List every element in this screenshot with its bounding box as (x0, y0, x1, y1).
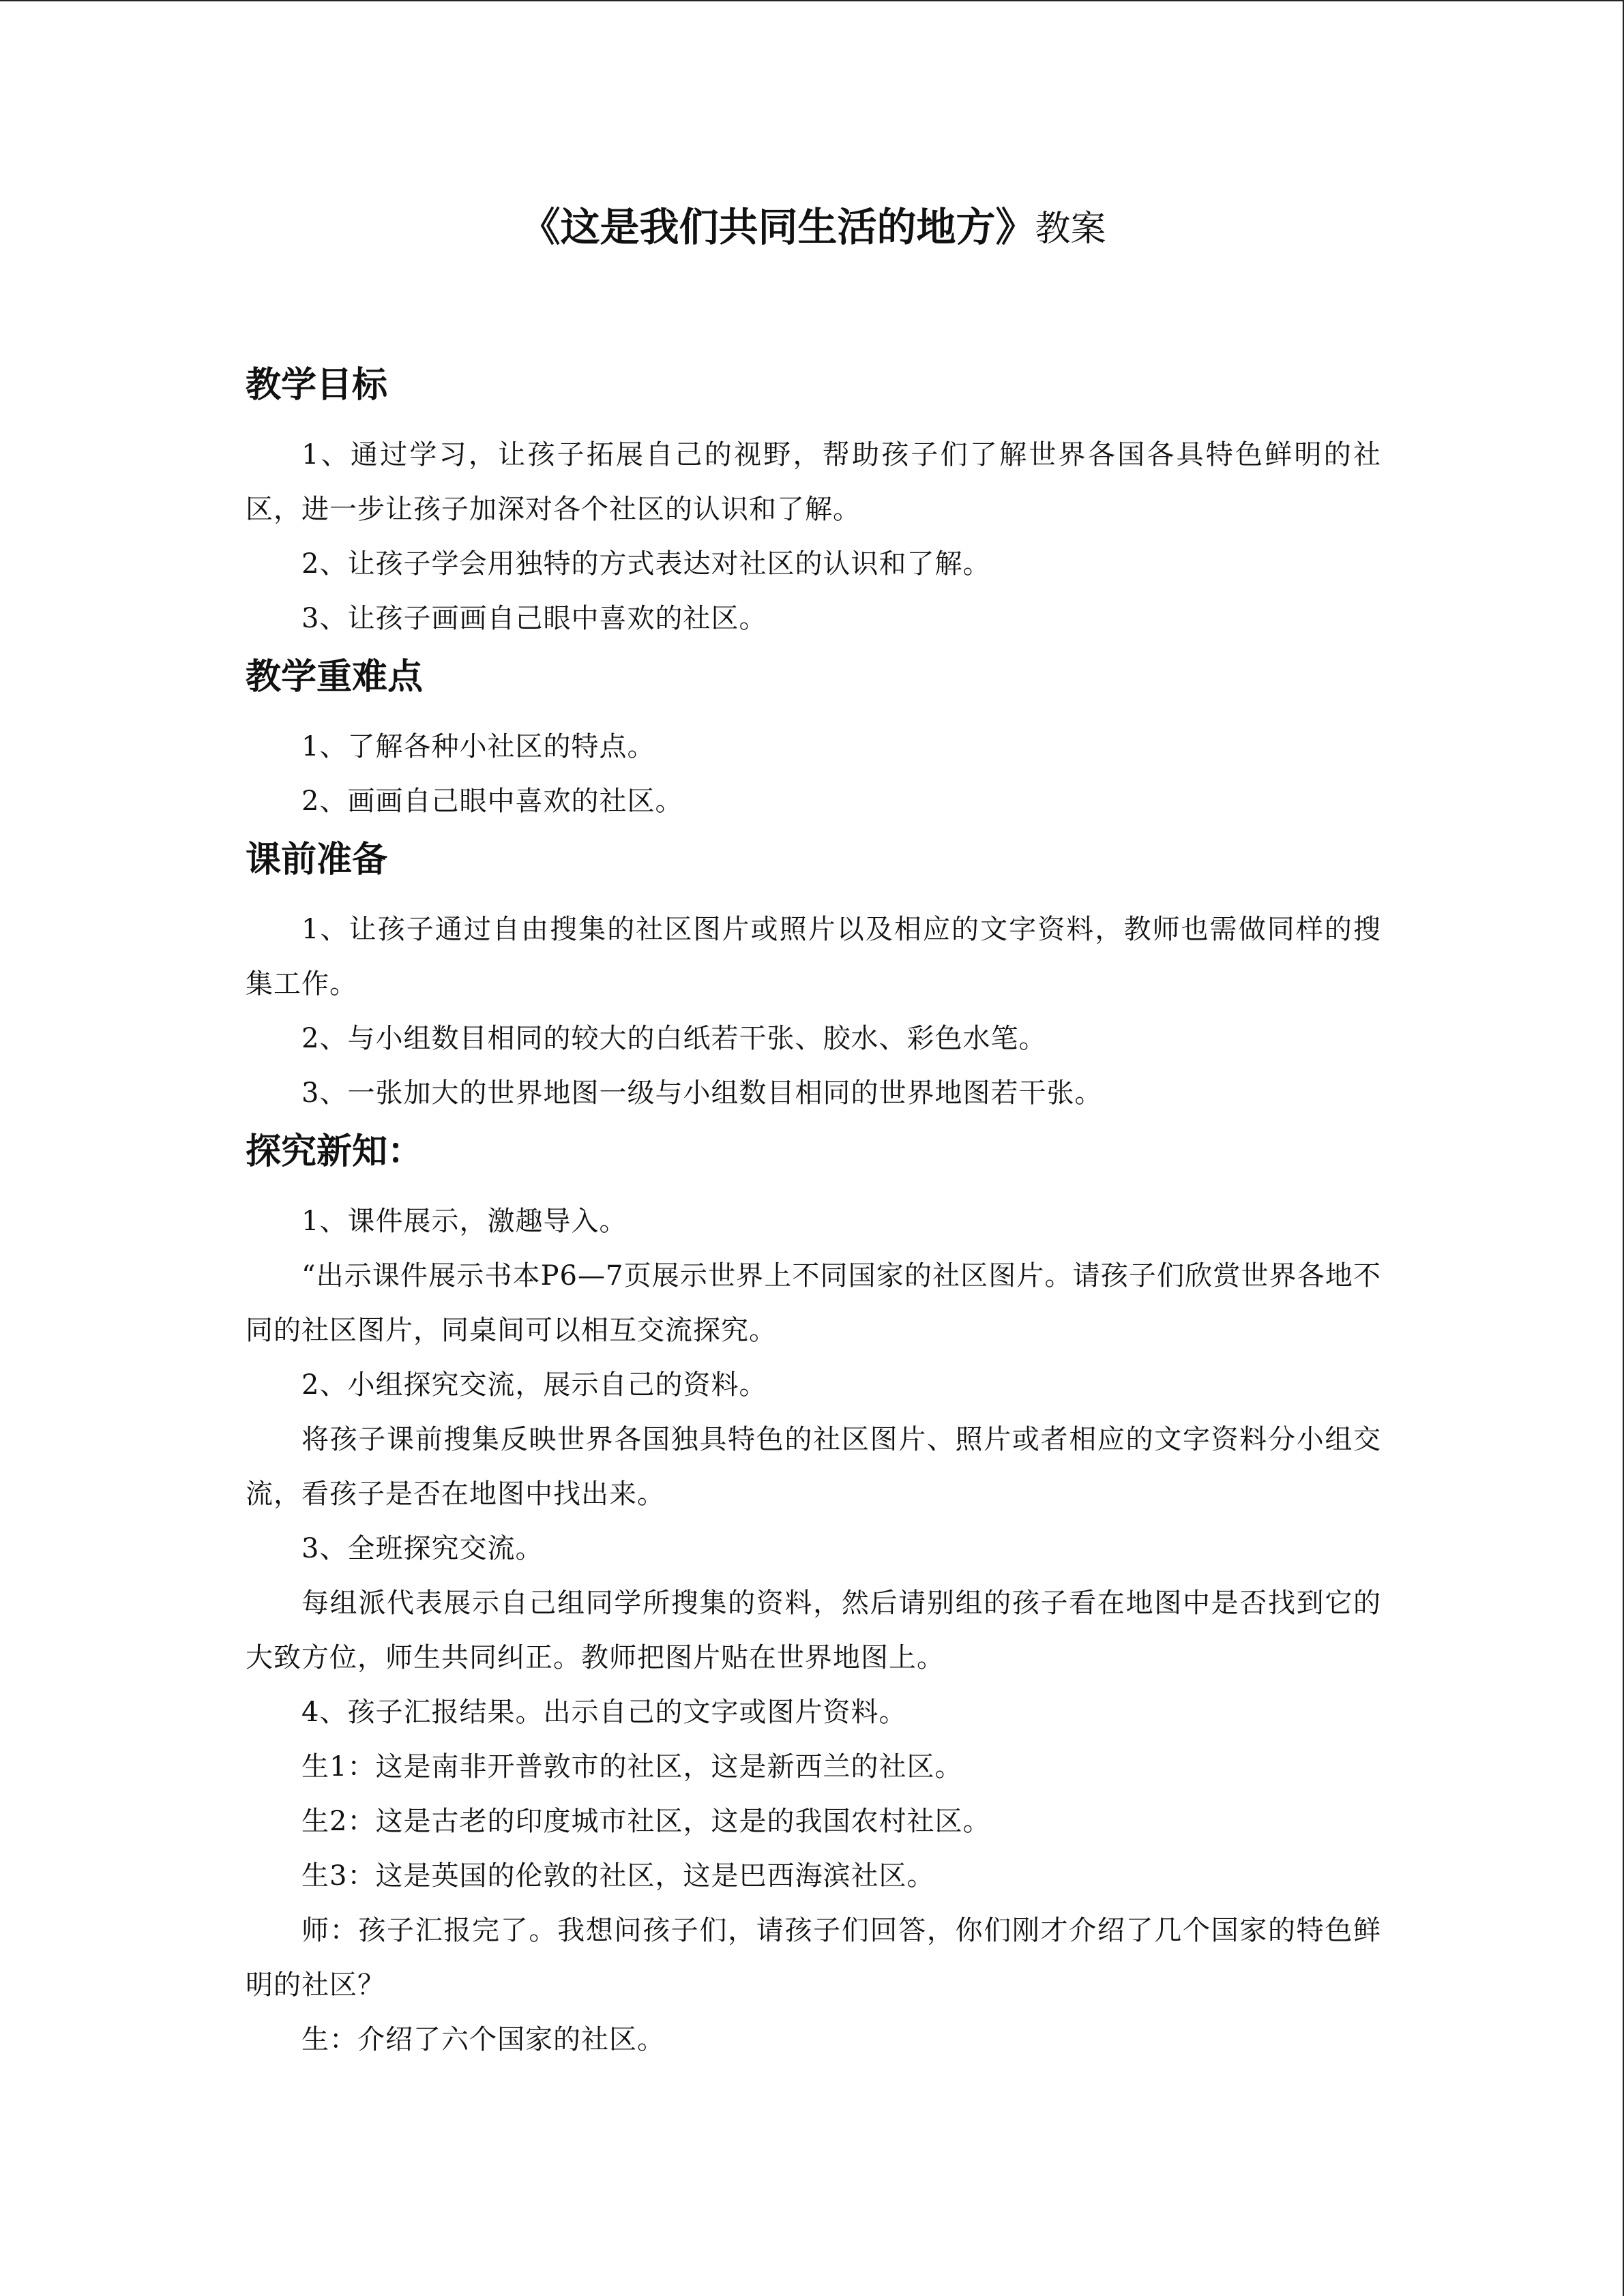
paragraph: 2、与小组数目相同的较大的白纸若干张、胶水、彩色水笔。 (301, 1023, 1047, 1054)
paragraph: 1、了解各种小社区的特点。 (301, 731, 655, 762)
section-heading: 教学目标 (246, 365, 388, 406)
paragraph: 2、画画自己眼中喜欢的社区。 (301, 786, 683, 817)
paragraph: 2、让孩子学会用独特的方式表达对社区的认识和了解。 (301, 548, 991, 580)
paragraph: 生：介绍了六个国家的社区。 (301, 2024, 665, 2055)
section-heading: 探究新知： (246, 1131, 424, 1172)
paragraph: 每组派代表展示自己组同学所搜集的资料，然后请别组的孩子看在地图中是否找到它的大致方位，师生共同纠正。教师把图片贴在世界地图上。 (246, 1587, 1381, 1673)
section-preparation (246, 835, 1381, 1120)
section-heading: 课前准备 (246, 839, 388, 880)
paragraph: 4、孩子汇报结果。出示自己的文字或图片资料。 (301, 1697, 907, 1728)
title-suffix: 教案 (1035, 209, 1106, 250)
paragraph: 2、小组探究交流，展示自己的资料。 (301, 1369, 767, 1401)
section-explore-new-knowledge (246, 1127, 1381, 2067)
paragraph: 师：孩子汇报完了。我想问孩子们，请孩子们回答，你们刚才介绍了几个国家的特色鲜明的社区？ (246, 1915, 1381, 2001)
paragraph: 1、通过学习，让孩子拓展自己的视野，帮助孩子们了解世界各国各具特色鲜明的社区，进一步让孩子加深对各个社区的认识和了解。 (246, 439, 1381, 525)
document-body (246, 198, 1381, 2067)
paragraph: “出示课件展示书本P6—7页展示世界上不同国家的社区图片。请孩子们欣赏世界各地不同的社区图片，同桌间可以相互交流探究。 (246, 1260, 1381, 1346)
section-key-difficulties (246, 653, 1381, 829)
title-main: 《这是我们共同生活的地方》 (520, 204, 1035, 250)
paragraph: 生2：这是古老的印度城市社区，这是的我国农村社区。 (301, 1806, 991, 1837)
paragraph: 3、全班探究交流。 (301, 1533, 544, 1564)
paragraph: 1、让孩子通过自由搜集的社区图片或照片以及相应的文字资料，教师也需做同样的搜集工作。 (246, 914, 1381, 1000)
section-heading: 教学重难点 (246, 657, 424, 698)
paragraph: 生3：这是英国的伦敦的社区，这是巴西海滨社区。 (301, 1860, 935, 1892)
section-teaching-goals (246, 361, 1381, 646)
paragraph: 3、让孩子画画自己眼中喜欢的社区。 (301, 603, 767, 634)
paragraph: 生1：这是南非开普敦市的社区，这是新西兰的社区。 (301, 1751, 963, 1783)
paragraph: 1、课件展示，激趣导入。 (301, 1206, 628, 1237)
paragraph: 将孩子课前搜集反映世界各国独具特色的社区图片、照片或者相应的文字资料分小组交流，看孩子是否在地图中找出来。 (246, 1424, 1381, 1510)
document-title (246, 198, 1381, 258)
paragraph: 3、一张加大的世界地图一级与小组数目相同的世界地图若干张。 (301, 1077, 1103, 1109)
